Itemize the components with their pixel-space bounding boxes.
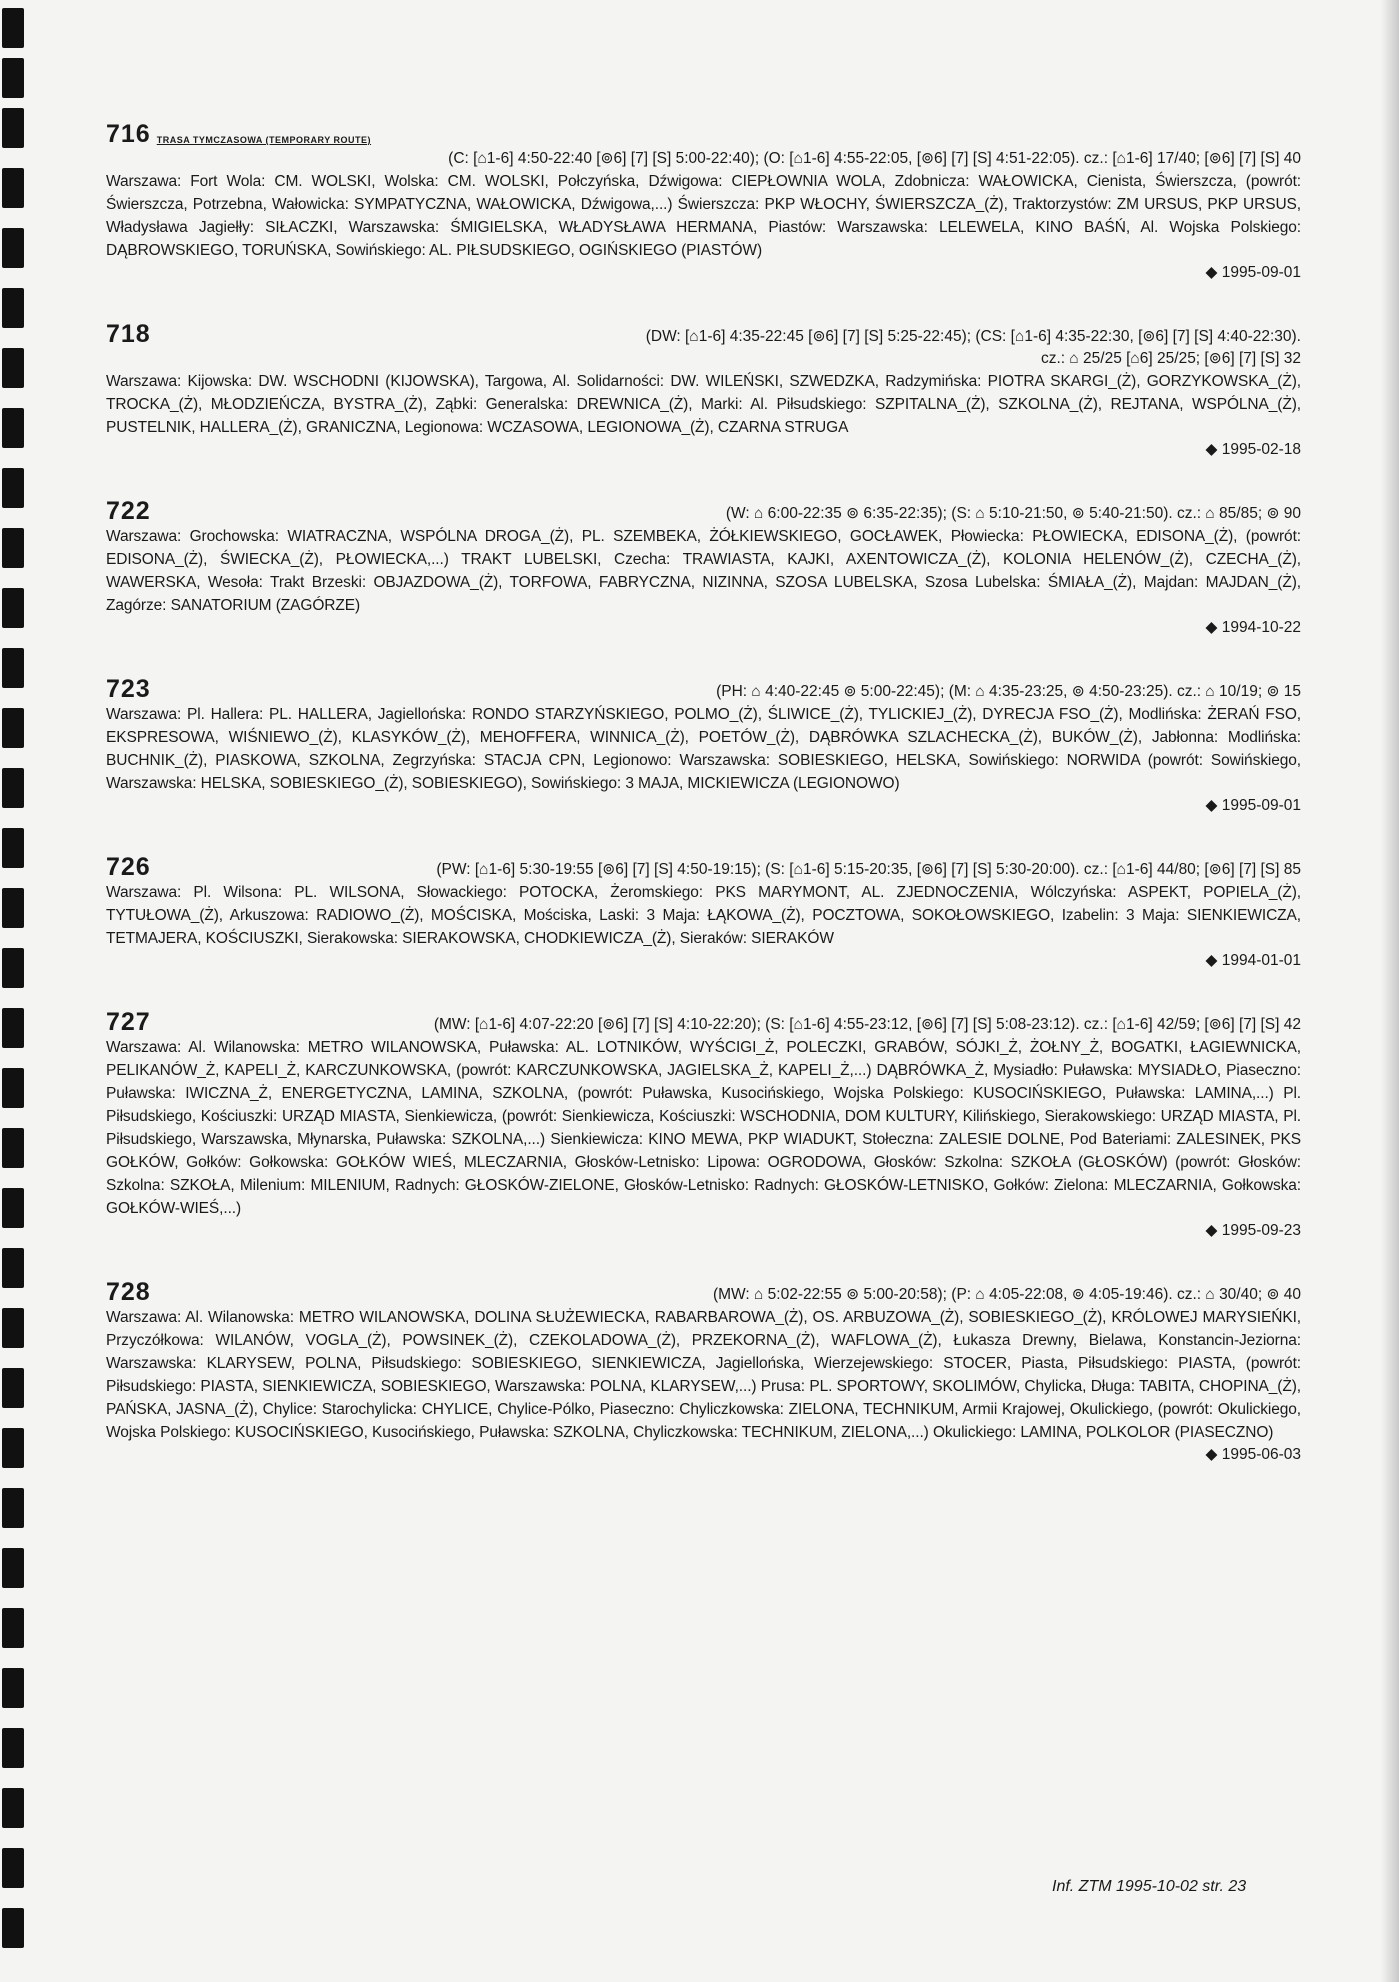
route-frequency: cz.: ⌂ 25/25 [⌂6] 25/25; [⊚6] [7] [S] 32 [1040, 350, 1301, 367]
route-schedule: (DW: [⌂1-6] 4:35-22:45 [⊚6] [7] [S] 5:25-22:45); (CS: [⌂1-6] 4:35-22:30, [⊚6] [7] [S] 4:40-22:30). [645, 328, 1301, 345]
route-date: ◆ 1994-10-22 [1205, 619, 1301, 636]
route-schedule: (MW: ⌂ 5:02-22:55 ⊚ 5:00-20:58); (P: ⌂ 4:05-22:08, ⊚ 4:05-19:46). cz.: ⌂ 30/40; ⊚ 40 [712, 1286, 1301, 1303]
route-stops: Warszawa: Al. Wilanowska: METRO WILANOWSKA, DOLINA SŁUŻEWIECKA, RABARBAROWA_(Ż), OS. ARBUZOWA_(Ż), SOBIESKIEGO_(Ż), KRÓLOWEJ MARYSIEŃKI, Przyczółkowa: WILANÓW, VOGLA_(Ż), POWSINEK_(Ż), CZEKOLADOWA_(Ż), PRZEKORNA_(Ż), WAFLOWA_(Ż), Łukasza Drewny, Bielawa, Konstancin-Jeziorna: Warszawska: KLARYSEW, POLNA, Piłsudskiego: SOBIESKIEGO, SIENKIEWICZA, Jagiellońska, Wierzejewskiego: STOCER, Piasta, Piłsudskiego: PIASTA, (powrót: Piłsudskiego: PIASTA, SIENKIEWICZA, SOBIESKIEGO, Warszawska: POLNA, KLARYSEW,...) Prusa: PL. SPORTOWY, SKOLIMÓW, Chylicka, Długa: TABITA, CHOPINA_(Ż), PAŃSKA, JASNA_(Ż), Chylice: Starochylicka: CHYLICE, Chylice-Pólko, Piaseczno: Chyliczkowska: ZIELONA, TECHNIKUM, Armii Krajowej, Okulickiego, (powrót: Okulickiego, Wojska Polskiego: KUSOCIŃSKIEGO, Kusocińskiego, Puławska: SZKOLNA, Chyliczkowska: TECHNIKUM, ZIELONA,...) Okulickiego: LAMINA, POLKOLOR (PIASECZNO) [106, 1309, 1301, 1441]
route-list [106, 118, 1301, 1500]
route-date: ◆ 1995-09-23 [1205, 1222, 1301, 1239]
route-date: ◆ 1995-02-18 [1205, 441, 1301, 458]
route-schedule: (PH: ⌂ 4:40-22:45 ⊚ 5:00-22:45); (M: ⌂ 4:35-23:25, ⊚ 4:50-23:25). cz.: ⌂ 10/19; ⊚ 15 [716, 683, 1301, 700]
route-727 [106, 1006, 1301, 1242]
route-726 [106, 851, 1301, 972]
temporary-route-label: TRASA TYMCZASOWA (TEMPORARY ROUTE) [156, 135, 372, 145]
route-716 [106, 118, 1301, 284]
route-number: 718 [106, 320, 151, 348]
route-722 [106, 495, 1301, 639]
route-date: ◆ 1994-01-01 [1205, 952, 1301, 969]
route-stops: Warszawa: Kijowska: DW. WSCHODNI (KIJOWSKA), Targowa, Al. Solidarności: DW. WILEŃSKI, SZWEDZKA, Radzymińska: PIOTRA SKARGI_(Ż), GORZYKOWSKA_(Ż), TROCKA_(Ż), MŁODZIEŃCZA, BYSTRA_(Ż), Ząbki: Generalska: DREWNICA_(Ż), Marki: Al. Piłsudskiego: SZPITALNA_(Ż), SZKOLNA_(Ż), REJTANA, WSPÓLNA_(Ż), PUSTELNIK, HALLERA_(Ż), GRANICZNA, Legionowa: WCZASOWA, LEGIONOWA_(Ż), CZARNA STRUGA [106, 373, 1301, 436]
page-edge-shadow [1381, 0, 1399, 1982]
route-schedule: (W: ⌂ 6:00-22:35 ⊚ 6:35-22:35); (S: ⌂ 5:10-21:50, ⊚ 5:40-21:50). cz.: ⌂ 85/85; ⊚ 90 [725, 505, 1301, 522]
route-date: ◆ 1995-09-01 [1205, 797, 1301, 814]
route-stops: Warszawa: Fort Wola: CM. WOLSKI, Wolska: CM. WOLSKI, Połczyńska, Dźwigowa: CIEPŁOWNIA WOLA, Zdobnicza: WAŁOWICKA, Cienista, Świerszcza, (powrót: Świerszcza, Potrzebna, Wałowicka: SYMPATYCZNA, WAŁOWICKA, Dźwigowa,...) Świerszcza: PKP WŁOCHY, ŚWIERSZCZA_(Ż), Traktorzystów: ZM URSUS, PKP URSUS, Władysława Jagiełły: SIŁACZKI, Warszawska: ŚMIGIELSKA, WŁADYSŁAWA HERMANA, Piastów: Warszawska: LELEWELA, KINO BAŚŃ, Al. Wojska Polskiego: DĄBROWSKIEGO, TORUŃSKA, Sowińskiego: AL. PIŁSUDSKIEGO, OGIŃSKIEGO (PIASTÓW) [106, 173, 1301, 259]
route-schedule: (MW: [⌂1-6] 4:07-22:20 [⊚6] [7] [S] 4:10-22:20); (S: [⌂1-6] 4:55-23:12, [⊚6] [7] [S] 5:08-23:12). cz.: [⌂1-6] 42/59; [⊚6] [7] [S] 42 [433, 1016, 1301, 1033]
route-stops: Warszawa: Pl. Wilsona: PL. WILSONA, Słowackiego: POTOCKA, Żeromskiego: PKS MARYMONT, AL. ZJEDNOCZENIA, Wólczyńska: ASPEKT, POPIELA_(Ż), TYTUŁOWA_(Ż), Arkuszowa: RADIOWO_(Ż), MOŚCISKA, Mościska, Laski: 3 Maja: ŁĄKOWA_(Ż), POCZTOWA, SOKOŁOWSKIEGO, Izabelin: 3 Maja: SIENKIEWICZA, TETMAJERA, KOŚCIUSZKI, Sierakowska: SIERAKOWSKA, CHODKIEWICZA_(Ż), Sieraków: SIERAKÓW [106, 884, 1301, 947]
route-718 [106, 318, 1301, 461]
route-number: 716 [106, 120, 151, 148]
route-date: ◆ 1995-09-01 [1205, 264, 1301, 281]
route-schedule: (PW: [⌂1-6] 5:30-19:55 [⊚6] [7] [S] 4:50-19:15); (S: [⌂1-6] 5:15-20:35, [⊚6] [7] [S] 5:30-20:00). cz.: [⌂1-6] 44/80; [⊚6] [7] [S] 85 [436, 861, 1301, 878]
route-schedule: (C: [⌂1-6] 4:50-22:40 [⊚6] [7] [S] 5:00-22:40); (O: [⌂1-6] 4:55-22:05, [⊚6] [7] [S] 4:51-22:05). cz.: [⌂1-6] 17/40; [⊚6] [7] [S] 40 [448, 150, 1301, 167]
route-stops: Warszawa: Al. Wilanowska: METRO WILANOWSKA, Puławska: AL. LOTNIKÓW, WYŚCIGI_Ż, POLECZKI, GRABÓW, SÓJKI_Ż, ŻOŁNY_Ż, BOGATKI, ŁAGIEWNICKA, PELIKANÓW_Ż, KAPELI_Ż, KARCZUNKOWSKA, (powrót: KARCZUNKOWSKA, JAGIELSKA_Ż, KAPELI_Ż,...) DĄBRÓWKA_Ż, Mysiadło: Puławska: MYSIADŁO, Piaseczno: Puławska: IWICZNA_Ż, ENERGETYCZNA, LAMINA, SZKOLNA, (powrót: Puławska, Kusocińskiego, Wojska Polskiego: KUSOCIŃSKIEGO, Puławska: LAMINA,...) Pl. Piłsudskiego, Kościuszki: URZĄD MIASTA, Sienkiewicza, (powrót: Sienkiewicza, Kościuszki: WSCHODNIA, DOM KULTURY, Kilińskiego, Sierakowskiego: URZĄD MIASTA, Pl. Piłsudskiego, Warszawska, Młynarska, Puławska: SZKOLNA,...) Sienkiewicza: KINO MEWA, PKP WIADUKT, Stołeczna: ZALESIE DOLNE, Pod Bateriami: ZALESINEK, PKS GOŁKÓW, Gołków: Gołkowska: GOŁKÓW WIEŚ, MLECZARNIA, Głosków-Letnisko: Lipowa: OGRODOWA, Głosków: Szkolna: SZKOŁA (GŁOSKÓW) (powrót: Głosków: Szkolna: SZKOŁA, Milenium: MILENIUM, Radnych: GŁOSKÓW-ZIELONE, Głosków-Letnisko: Radnych: GŁOSKÓW-LETNISKO, Gołków: Zielona: MLECZARNIA, Gołkowska: GOŁKÓW-WIEŚ,...) [106, 1039, 1301, 1217]
spiral-binding [0, 0, 30, 1982]
route-number: 723 [106, 675, 151, 703]
route-number: 722 [106, 497, 151, 525]
route-number: 728 [106, 1278, 151, 1306]
route-stops: Warszawa: Grochowska: WIATRACZNA, WSPÓLNA DROGA_(Ż), PL. SZEMBEKA, ŻÓŁKIEWSKIEGO, GOCŁAWEK, Płowiecka: PŁOWIECKA, EDISONA_(Ż), (powrót: EDISONA_(Ż), ŚWIECKA_(Ż), PŁOWIECKA,...) TRAKT LUBELSKI, Czecha: TRAWIASTA, KAJKI, AXENTOWICZA_(Ż), KOLONIA HELENÓW_(Ż), CZECHA_(Ż), WAWERSKA, Wesoła: Trakt Brzeski: OBJAZDOWA_(Ż), TORFOWA, FABRYCZNA, NIZINNA, SZOSA LUBELSKA, Szosa Lubelska: ŚMIAŁA_(Ż), Majdan: MAJDAN_(Ż), Zagórze: SANATORIUM (ZAGÓRZE) [106, 528, 1301, 614]
route-date: ◆ 1995-06-03 [1205, 1446, 1301, 1463]
route-number: 726 [106, 853, 151, 881]
route-number: 727 [106, 1008, 151, 1036]
page-footer: Inf. ZTM 1995-10-02 str. 23 [1052, 1878, 1247, 1895]
route-723 [106, 673, 1301, 817]
route-728 [106, 1276, 1301, 1466]
route-stops: Warszawa: Pl. Hallera: PL. HALLERA, Jagiellońska: RONDO STARZYŃSKIEGO, POLMO_(Ż), ŚLIWICE_(Ż), TYLICKIEJ_(Ż), DYRECJA FSO_(Ż), Modlińska: ŻERAŃ FSO, EKSPRESOWA, WIŚNIEWO_(Ż), KLASYKÓW_(Ż), MEHOFFERA, WINNICA_(Ż), POETÓW_(Ż), DĄBRÓWKA SZLACHECKA_(Ż), BUKÓW_(Ż), Jabłonna: Modlińska: BUCHNIK_(Ż), PIASKOWA, SZKOLNA, Zegrzyńska: STACJA CPN, Legionowo: Warszawska: SOBIESKIEGO, HELSKA, Sowińskiego: NORWIDA (powrót: Sowińskiego, Warszawska: HELSKA, SOBIESKIEGO_(Ż), SOBIESKIEGO), Sowińskiego: 3 MAJA, MICKIEWICZA (LEGIONOWO) [106, 706, 1301, 792]
